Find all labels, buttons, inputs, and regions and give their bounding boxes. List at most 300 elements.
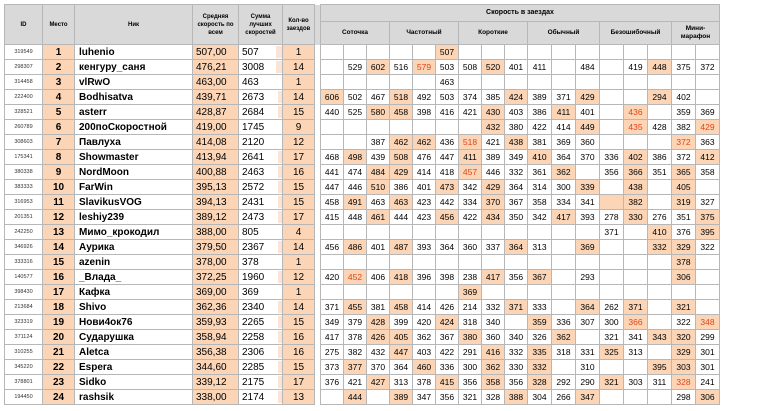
cell-nick[interactable]: asterr [75, 105, 193, 120]
cell-speed[interactable]: 356 [505, 375, 528, 390]
cell-speed[interactable]: 321 [459, 390, 482, 405]
cell-speed[interactable]: 371 [600, 225, 624, 240]
cell-speed[interactable]: 502 [344, 90, 367, 105]
cell-speed[interactable]: 328 [672, 375, 696, 390]
cell-speed[interactable]: 448 [648, 60, 672, 75]
cell-speed[interactable]: 487 [390, 240, 413, 255]
cell-speed[interactable] [413, 45, 436, 60]
cell-speed[interactable]: 447 [390, 345, 413, 360]
cell-speed[interactable] [552, 60, 576, 75]
cell-id[interactable]: 378801 [5, 375, 43, 390]
cell-avg-speed[interactable]: 378,00 [193, 255, 239, 270]
cell-speed[interactable]: 329 [672, 345, 696, 360]
cell-speed[interactable]: 579 [413, 60, 436, 75]
cell-speed[interactable] [624, 240, 648, 255]
cell-speed[interactable] [624, 135, 648, 150]
cell-speed[interactable]: 266 [552, 390, 576, 405]
cell-speed[interactable]: 439 [367, 150, 390, 165]
cell-speed[interactable]: 275 [321, 345, 344, 360]
cell-race-count[interactable]: 15 [283, 195, 315, 210]
cell-sum-best[interactable] [239, 75, 283, 90]
cell-speed[interactable] [436, 225, 459, 240]
cell-speed[interactable] [367, 225, 390, 240]
cell-speed[interactable]: 364 [505, 240, 528, 255]
cell-speed[interactable]: 416 [436, 105, 459, 120]
cell-speed[interactable]: 386 [648, 150, 672, 165]
cell-speed[interactable]: 423 [413, 195, 436, 210]
cell-speed[interactable]: 410 [528, 150, 552, 165]
cell-speed[interactable]: 518 [459, 135, 482, 150]
cell-speed[interactable]: 473 [436, 180, 459, 195]
cell-speed[interactable]: 429 [576, 90, 600, 105]
cell-speed[interactable]: 300 [459, 360, 482, 375]
cell-speed[interactable]: 332 [528, 360, 552, 375]
cell-speed[interactable] [576, 45, 600, 60]
cell-speed[interactable]: 349 [321, 315, 344, 330]
cell-speed[interactable]: 303 [624, 375, 648, 390]
cell-race-count[interactable]: 16 [283, 165, 315, 180]
cell-speed[interactable]: 334 [552, 195, 576, 210]
cell-speed[interactable]: 378 [413, 375, 436, 390]
cell-speed[interactable] [576, 255, 600, 270]
cell-speed[interactable] [436, 285, 459, 300]
cell-speed[interactable]: 362 [482, 360, 505, 375]
cell-id[interactable]: 298307 [5, 60, 43, 75]
cell-race-count[interactable]: 14 [283, 240, 315, 255]
cell-speed[interactable]: 320 [672, 330, 696, 345]
cell-sum-best[interactable] [239, 300, 283, 315]
cell-speed[interactable]: 462 [413, 135, 436, 150]
cell-speed[interactable]: 461 [367, 210, 390, 225]
cell-speed[interactable] [321, 225, 344, 240]
cell-race-count[interactable]: 16 [283, 345, 315, 360]
cell-avg-speed[interactable]: 439,71 [193, 90, 239, 105]
cell-avg-speed[interactable]: 414,08 [193, 135, 239, 150]
cell-speed[interactable] [576, 330, 600, 345]
cell-speed[interactable]: 371 [624, 300, 648, 315]
cell-avg-speed[interactable]: 338,00 [193, 390, 239, 405]
cell-speed[interactable]: 339 [576, 180, 600, 195]
cell-speed[interactable] [390, 45, 413, 60]
cell-id[interactable]: 201351 [5, 210, 43, 225]
cell-speed[interactable] [600, 105, 624, 120]
cell-speed[interactable]: 401 [505, 60, 528, 75]
cell-speed[interactable] [413, 255, 436, 270]
cell-id[interactable]: 316953 [5, 195, 43, 210]
cell-speed[interactable]: 311 [648, 375, 672, 390]
cell-speed[interactable] [505, 285, 528, 300]
cell-speed[interactable]: 491 [344, 195, 367, 210]
cell-speed[interactable] [624, 255, 648, 270]
cell-speed[interactable]: 359 [528, 315, 552, 330]
cell-speed[interactable]: 396 [413, 270, 436, 285]
cell-speed[interactable]: 347 [576, 390, 600, 405]
cell-speed[interactable]: 369 [552, 135, 576, 150]
cell-speed[interactable] [648, 270, 672, 285]
cell-id[interactable]: 222400 [5, 90, 43, 105]
cell-speed[interactable]: 358 [528, 195, 552, 210]
cell-speed[interactable]: 484 [576, 60, 600, 75]
cell-speed[interactable] [459, 255, 482, 270]
cell-speed[interactable] [576, 225, 600, 240]
cell-speed[interactable]: 366 [624, 315, 648, 330]
cell-id[interactable]: 314458 [5, 75, 43, 90]
cell-nick[interactable]: Кафка [75, 285, 193, 300]
cell-speed[interactable]: 444 [344, 390, 367, 405]
cell-speed[interactable]: 402 [672, 90, 696, 105]
cell-sum-best[interactable] [239, 120, 283, 135]
cell-speed[interactable]: 278 [600, 210, 624, 225]
cell-sum-best[interactable] [239, 360, 283, 375]
cell-speed[interactable]: 503 [436, 60, 459, 75]
cell-speed[interactable]: 417 [321, 330, 344, 345]
cell-speed[interactable]: 336 [600, 150, 624, 165]
cell-speed[interactable]: 434 [482, 210, 505, 225]
cell-id[interactable]: 333316 [5, 255, 43, 270]
cell-id[interactable]: 323319 [5, 315, 43, 330]
cell-speed[interactable] [600, 45, 624, 60]
cell-place[interactable]: 14 [43, 240, 75, 255]
cell-sum-best[interactable] [239, 180, 283, 195]
cell-speed[interactable] [600, 360, 624, 375]
cell-place[interactable]: 17 [43, 285, 75, 300]
cell-speed[interactable] [624, 360, 648, 375]
cell-speed[interactable] [459, 225, 482, 240]
cell-speed[interactable]: 334 [459, 195, 482, 210]
cell-speed[interactable]: 420 [413, 315, 436, 330]
cell-speed[interactable]: 448 [344, 210, 367, 225]
cell-sum-best[interactable] [239, 90, 283, 105]
cell-speed[interactable]: 398 [413, 105, 436, 120]
cell-speed[interactable] [648, 45, 672, 60]
cell-speed[interactable] [528, 225, 552, 240]
cell-nick[interactable]: Aletca [75, 345, 193, 360]
cell-speed[interactable]: 380 [505, 120, 528, 135]
cell-speed[interactable]: 401 [413, 180, 436, 195]
cell-speed[interactable]: 456 [321, 240, 344, 255]
cell-speed[interactable]: 347 [413, 390, 436, 405]
cell-speed[interactable]: 370 [367, 360, 390, 375]
cell-speed[interactable]: 429 [390, 165, 413, 180]
cell-speed[interactable]: 378 [344, 330, 367, 345]
cell-speed[interactable]: 458 [321, 195, 344, 210]
cell-nick[interactable]: luhenio [75, 45, 193, 60]
cell-speed[interactable]: 602 [367, 60, 390, 75]
cell-speed[interactable] [600, 285, 624, 300]
cell-speed[interactable] [482, 285, 505, 300]
cell-speed[interactable]: 362 [552, 330, 576, 345]
cell-id[interactable]: 175341 [5, 150, 43, 165]
cell-nick[interactable]: Сударушка [75, 330, 193, 345]
cell-speed[interactable]: 463 [367, 195, 390, 210]
cell-speed[interactable]: 356 [600, 165, 624, 180]
cell-sum-best[interactable] [239, 255, 283, 270]
cell-nick[interactable]: _Влада_ [75, 270, 193, 285]
cell-speed[interactable]: 337 [482, 240, 505, 255]
cell-speed[interactable]: 426 [436, 300, 459, 315]
cell-nick[interactable]: Shivo [75, 300, 193, 315]
cell-speed[interactable]: 358 [696, 165, 720, 180]
cell-speed[interactable]: 367 [436, 330, 459, 345]
cell-speed[interactable]: 378 [672, 255, 696, 270]
cell-avg-speed[interactable]: 356,38 [193, 345, 239, 360]
cell-nick[interactable]: Sidko [75, 375, 193, 390]
cell-place[interactable]: 21 [43, 345, 75, 360]
cell-sum-best[interactable] [239, 210, 283, 225]
cell-speed[interactable] [482, 75, 505, 90]
cell-speed[interactable] [482, 225, 505, 240]
cell-speed[interactable]: 343 [648, 330, 672, 345]
cell-place[interactable]: 16 [43, 270, 75, 285]
cell-speed[interactable]: 364 [436, 240, 459, 255]
cell-speed[interactable]: 326 [528, 330, 552, 345]
cell-race-count[interactable]: 16 [283, 330, 315, 345]
cell-sum-best[interactable] [239, 45, 283, 60]
cell-place[interactable]: 13 [43, 225, 75, 240]
cell-speed[interactable]: 442 [436, 195, 459, 210]
cell-speed[interactable]: 414 [413, 300, 436, 315]
cell-speed[interactable] [505, 225, 528, 240]
cell-nick[interactable]: vlRwO [75, 75, 193, 90]
cell-speed[interactable]: 402 [624, 150, 648, 165]
cell-speed[interactable] [648, 255, 672, 270]
cell-speed[interactable] [696, 45, 720, 60]
cell-speed[interactable] [600, 180, 624, 195]
cell-speed[interactable]: 356 [459, 375, 482, 390]
cell-speed[interactable]: 359 [672, 105, 696, 120]
cell-speed[interactable]: 371 [552, 90, 576, 105]
cell-speed[interactable]: 358 [482, 375, 505, 390]
cell-race-count[interactable]: 15 [283, 360, 315, 375]
cell-speed[interactable]: 382 [672, 120, 696, 135]
cell-id[interactable]: 319549 [5, 45, 43, 60]
cell-speed[interactable]: 411 [528, 60, 552, 75]
cell-speed[interactable]: 444 [390, 210, 413, 225]
cell-speed[interactable] [576, 285, 600, 300]
cell-avg-speed[interactable]: 507,00 [193, 45, 239, 60]
cell-speed[interactable] [390, 285, 413, 300]
cell-sum-best[interactable] [239, 345, 283, 360]
cell-id[interactable]: 345220 [5, 360, 43, 375]
cell-speed[interactable]: 428 [648, 120, 672, 135]
cell-race-count[interactable]: 4 [283, 225, 315, 240]
cell-speed[interactable] [459, 120, 482, 135]
cell-speed[interactable] [482, 45, 505, 60]
cell-speed[interactable]: 327 [696, 195, 720, 210]
cell-speed[interactable]: 365 [672, 165, 696, 180]
cell-id[interactable]: 260789 [5, 120, 43, 135]
cell-speed[interactable]: 421 [459, 105, 482, 120]
cell-speed[interactable]: 341 [624, 330, 648, 345]
cell-speed[interactable]: 351 [648, 165, 672, 180]
cell-speed[interactable] [436, 255, 459, 270]
cell-speed[interactable] [600, 240, 624, 255]
cell-nick[interactable]: Павлуха [75, 135, 193, 150]
cell-speed[interactable]: 369 [696, 105, 720, 120]
cell-speed[interactable]: 350 [505, 210, 528, 225]
cell-speed[interactable]: 441 [321, 165, 344, 180]
cell-race-count[interactable]: 12 [283, 135, 315, 150]
cell-speed[interactable] [321, 390, 344, 405]
cell-speed[interactable]: 414 [552, 120, 576, 135]
cell-speed[interactable]: 360 [576, 135, 600, 150]
cell-nick[interactable]: FarWin [75, 180, 193, 195]
cell-speed[interactable] [576, 165, 600, 180]
cell-speed[interactable] [367, 390, 390, 405]
cell-place[interactable]: 18 [43, 300, 75, 315]
cell-speed[interactable] [390, 225, 413, 240]
cell-avg-speed[interactable]: 339,12 [193, 375, 239, 390]
cell-speed[interactable] [696, 90, 720, 105]
cell-speed[interactable]: 417 [482, 270, 505, 285]
cell-speed[interactable]: 580 [367, 105, 390, 120]
cell-avg-speed[interactable]: 369,00 [193, 285, 239, 300]
cell-speed[interactable] [321, 255, 344, 270]
cell-speed[interactable]: 419 [624, 60, 648, 75]
cell-speed[interactable]: 332 [648, 240, 672, 255]
cell-nick[interactable]: rashsik [75, 390, 193, 405]
cell-speed[interactable]: 385 [482, 90, 505, 105]
cell-speed[interactable]: 403 [413, 345, 436, 360]
cell-speed[interactable] [552, 300, 576, 315]
cell-avg-speed[interactable]: 389,12 [193, 210, 239, 225]
cell-speed[interactable]: 241 [696, 375, 720, 390]
cell-sum-best[interactable] [239, 195, 283, 210]
cell-nick[interactable]: кенгуру_саня [75, 60, 193, 75]
cell-speed[interactable] [624, 390, 648, 405]
cell-speed[interactable] [648, 75, 672, 90]
cell-speed[interactable] [600, 60, 624, 75]
cell-race-count[interactable]: 1 [283, 45, 315, 60]
cell-sum-best[interactable] [239, 165, 283, 180]
cell-speed[interactable]: 310 [576, 360, 600, 375]
cell-speed[interactable]: 362 [413, 330, 436, 345]
cell-speed[interactable]: 393 [413, 240, 436, 255]
cell-sum-best[interactable] [239, 315, 283, 330]
cell-speed[interactable]: 351 [672, 210, 696, 225]
cell-race-count[interactable]: 15 [283, 180, 315, 195]
cell-speed[interactable]: 507 [436, 45, 459, 60]
cell-speed[interactable]: 370 [576, 150, 600, 165]
cell-speed[interactable]: 331 [576, 345, 600, 360]
cell-speed[interactable] [648, 315, 672, 330]
cell-speed[interactable]: 449 [576, 120, 600, 135]
cell-speed[interactable] [413, 120, 436, 135]
cell-speed[interactable] [413, 225, 436, 240]
cell-speed[interactable] [648, 180, 672, 195]
cell-id[interactable]: 371124 [5, 330, 43, 345]
cell-speed[interactable]: 375 [672, 60, 696, 75]
cell-speed[interactable] [367, 255, 390, 270]
cell-speed[interactable]: 369 [459, 285, 482, 300]
cell-race-count[interactable]: 14 [283, 60, 315, 75]
cell-sum-best[interactable] [239, 270, 283, 285]
cell-speed[interactable]: 340 [482, 315, 505, 330]
cell-speed[interactable]: 403 [505, 105, 528, 120]
cell-speed[interactable]: 436 [624, 105, 648, 120]
cell-speed[interactable] [648, 345, 672, 360]
cell-speed[interactable]: 371 [505, 300, 528, 315]
cell-speed[interactable]: 525 [344, 105, 367, 120]
cell-speed[interactable]: 411 [552, 105, 576, 120]
cell-speed[interactable]: 395 [696, 225, 720, 240]
cell-speed[interactable]: 405 [390, 330, 413, 345]
cell-race-count[interactable]: 17 [283, 210, 315, 225]
cell-speed[interactable]: 332 [482, 300, 505, 315]
cell-speed[interactable] [648, 390, 672, 405]
cell-place[interactable]: 12 [43, 210, 75, 225]
cell-speed[interactable] [552, 240, 576, 255]
cell-speed[interactable]: 360 [482, 330, 505, 345]
cell-speed[interactable]: 330 [505, 360, 528, 375]
cell-speed[interactable] [528, 45, 552, 60]
cell-speed[interactable]: 389 [528, 90, 552, 105]
cell-speed[interactable]: 399 [390, 315, 413, 330]
cell-speed[interactable]: 529 [344, 60, 367, 75]
cell-speed[interactable] [528, 285, 552, 300]
cell-speed[interactable] [600, 195, 624, 210]
cell-speed[interactable] [344, 135, 367, 150]
cell-speed[interactable]: 375 [696, 210, 720, 225]
cell-nick[interactable]: NordMoon [75, 165, 193, 180]
cell-speed[interactable]: 332 [505, 345, 528, 360]
cell-id[interactable]: 380338 [5, 165, 43, 180]
cell-speed[interactable]: 438 [505, 135, 528, 150]
cell-speed[interactable]: 300 [600, 315, 624, 330]
cell-speed[interactable]: 387 [367, 135, 390, 150]
cell-speed[interactable]: 395 [648, 360, 672, 375]
cell-speed[interactable]: 336 [552, 315, 576, 330]
cell-place[interactable]: 7 [43, 135, 75, 150]
cell-speed[interactable]: 292 [552, 375, 576, 390]
cell-speed[interactable]: 386 [528, 105, 552, 120]
cell-speed[interactable]: 429 [482, 180, 505, 195]
cell-speed[interactable]: 440 [321, 105, 344, 120]
cell-speed[interactable] [321, 45, 344, 60]
cell-speed[interactable] [367, 45, 390, 60]
cell-speed[interactable] [672, 285, 696, 300]
cell-speed[interactable] [624, 225, 648, 240]
cell-speed[interactable] [600, 390, 624, 405]
cell-speed[interactable]: 492 [413, 90, 436, 105]
cell-speed[interactable]: 321 [672, 300, 696, 315]
cell-place[interactable]: 23 [43, 375, 75, 390]
cell-speed[interactable]: 301 [696, 345, 720, 360]
cell-speed[interactable]: 371 [321, 300, 344, 315]
cell-speed[interactable]: 328 [528, 375, 552, 390]
cell-speed[interactable]: 313 [390, 375, 413, 390]
cell-speed[interactable]: 306 [672, 270, 696, 285]
cell-speed[interactable]: 307 [576, 315, 600, 330]
cell-speed[interactable] [672, 75, 696, 90]
cell-speed[interactable]: 389 [390, 390, 413, 405]
cell-id[interactable]: 242250 [5, 225, 43, 240]
cell-speed[interactable]: 356 [436, 390, 459, 405]
cell-place[interactable]: 19 [43, 315, 75, 330]
cell-nick[interactable]: Showmaster [75, 150, 193, 165]
cell-speed[interactable]: 398 [436, 270, 459, 285]
cell-race-count[interactable]: 14 [283, 90, 315, 105]
cell-speed[interactable]: 379 [344, 315, 367, 330]
cell-speed[interactable] [600, 90, 624, 105]
cell-speed[interactable]: 276 [648, 210, 672, 225]
cell-speed[interactable]: 381 [528, 135, 552, 150]
cell-speed[interactable]: 422 [436, 345, 459, 360]
cell-place[interactable]: 9 [43, 165, 75, 180]
cell-sum-best[interactable] [239, 330, 283, 345]
cell-speed[interactable] [344, 255, 367, 270]
cell-speed[interactable]: 401 [576, 105, 600, 120]
